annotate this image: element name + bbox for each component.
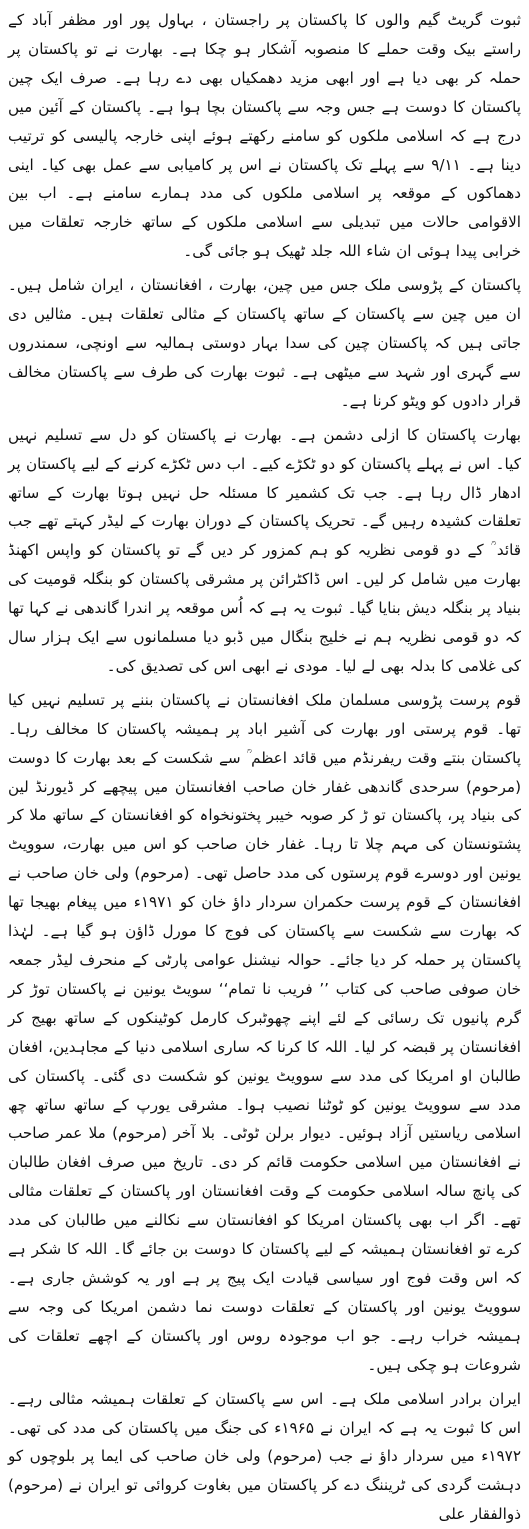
- article-paragraph-4: قوم پرست پڑوسی مسلمان ملک افغانستان نے پاکستان بننے پر تسلیم نہیں کیا تھا۔ قوم پرستی اور بھارت کی آشیر اباد پر ہمیشہ پاکستان کا مخالف رہا۔ پاکستان بنتے وقت ریفرنڈم میں قائد اعظم ؒ سے شکست کے بعد بھارت کا دوست (مرحوم) سرحدی گاندھی غفار خان صاحب افغانستان میں پیچھے کر ڈیورنڈ لین کی بنیاد پر، پاکستان تو ڑ کر صوبہ خیبر پختونخواہ کو افغانستان کے ساتھ ملا کر پشتونستان کی مہم چلا تا رہا۔ غفار خان صاحب کو اس میں بھارت، سوویٹ یونین اور دوسرے قوم پرستوں کی مدد حاصل تھی۔ (مرحوم) ولی خان صاحب نے افغانستان کے قوم پرست حکمران سردار داؤ خان کو ۱۹۷۱ء میں پیغام بھیجا تھا کہ بھارت سے شکست سے پاکستان کی فوج کا مورل ڈاؤن ہو گیا ہے۔ لہٰذا پاکستان پر حملہ کر دیا جائے۔ حوالہ نیشنل عوامی پارٹی کے منحرف لیڈر جمعہ خان صوفی صاحب کی کتاب ’’ فریب نا تمام‘‘ سویٹ یونین نے پاکستان توڑ کر گرم پانیوں تک رسائی کے لئے اپنے چھوٹبرک کارمل کوٹینکوں کے ساتھ بھیج کر افغانستان پر قبضہ کر لیا۔ اللہ کا کرنا کہ ساری اسلامی دنیا کے مجاہدین، افغان طالبان او امریکا کی مدد سے سوویٹ یونین کو شکست دی گئی۔ پاکستان کی مدد سے سوویٹ یونین کو ٹوٹنا نصیب ہوا۔ مشرقی یورپ کے ساتھ ساتھ چھ اسلامی ریاستیں آزاد ہوئیں۔ دیوار برلن ٹوٹی۔ بلا آخر (مرحوم) ملا عمر صاحب نے افغانستان میں اسلامی حکومت قائم کر دی۔ تاریخ میں صرف افغان طالبان کی پانچ سالہ اسلامی حکومت کے وقت افغانستان اور پاکستان کے تعلقات مثالی تھے۔ اگر اب بھی پاکستان امریکا کو افغانستان سے نکالنے میں طالبان کی مدد کرے تو افغانستان ہمیشہ کے لیے پاکستان کا دوست بن جائے گا۔ اللہ کا شکر ہے کہ اس وقت فوج اور سیاسی قیادت ایک پیج پر ہے اور یہ کوشش جاری ہے۔ سوویٹ یونین اور پاکستان کے تعلقات دوست نما دشمن امریکا کی وجہ سے ہمیشہ خراب رہے۔ جو اب موجودہ روس اور پاکستان کے اچھے تعلقات کی شروعات ہو چکی ہیں۔: [8, 690, 521, 1374]
- article-paragraph-3: بھارت پاکستان کا ازلی دشمن ہے۔ بھارت نے پاکستان کو دل سے تسلیم نہیں کیا۔ اس نے پہلے پاکستان کو دو ٹکڑے کیے۔ اب دس ٹکڑے کرنے کے لیے پاکستان پر ادھار ڈال رہا ہے۔ جب تک کشمیر کا مسئلہ حل نہیں ہوتا بھارت کے ساتھ تعلقات کشیدہ رہیں گے۔ تحریک پاکستان کے دوران بھارت کے لیڈر کہتے تھے جب قائد ؒ کے دو قومی نظریہ کو ہم کمزور کر دیں گے تو پاکستان کو واپس اکھنڈ بھارت میں شامل کر لیں۔ اس ڈاکٹرائن پر مشرقی پاکستان کو بنگلہ قومیت کی بنیاد پر بنگلہ دیش بنایا گیا۔ ثبوت یہ ہے کہ اُس موقعہ پر اندرا گاندھی نے کہا تھا کہ دو قومی نظریہ ہم نے خلیج بنگال میں ڈبو دیا مسلمانوں سے ایک ہزار سال کی غلامی کا بدلہ بھی لے لیا۔ مودی نے ابھی اس کی تصدیق کی۔: [8, 425, 521, 675]
- article-paragraph-5: ایران برادر اسلامی ملک ہے۔ اس سے پاکستان کے تعلقات ہمیشہ مثالی رہے۔ اس کا ثبوت یہ ہے کہ ایران نے ۱۹۶۵ء کی جنگ میں پاکستان کی مدد کی تھی۔ ۱۹۷۲ء میں سردار داؤ نے جب (مرحوم) ولی خان صاحب کی ایما پر بلوچوں کو دہشت گردی کی ٹریننگ دے کر پاکستان میں بغاوت کروائی تو ایران نے (مرحوم) ذوالفقار علی: [8, 1389, 521, 1524]
- article-paragraph-2: پاکستان کے پڑوسی ملک جس میں چین، بھارت ، افغانستان ، ایران شامل ہیں۔ ان میں چین سے پاکستان کے ساتھ پاکستان کے مثالی تعلقات ہیں۔ مثالیں دی جاتی ہیں کہ پاکستان چین کی سدا بہار دوستی ہمالیہ سے اونچی، سمندروں سے گہری اور شہد سے میٹھی ہے۔ ثبوت بھارت کی طرف سے پاکستان مخالف قرار دادوں کو ویٹو کرنا ہے۔: [8, 276, 521, 410]
- article-paragraph-1: ثبوت گریٹ گیم والوں کا پاکستان پر راجستان ، بہاول پور اور مظفر آباد کے راستے بیک وقت حملے کا منصوبہ آشکار ہو چکا ہے۔ بھارت نے تو پاکستان پر حملہ کر بھی دیا ہے اور ابھی مزید دھمکیاں بھی دے رہا ہے۔ صرف ایک چین پاکستان کا دوست ہے جس وجہ سے پاکستان بچا ہوا ہے۔ پاکستان کے آئین میں درج ہے کہ اسلامی ملکوں کو سامنے رکھتے ہوئے اپنی خارجہ پالیسی کو ترتیب دینا ہے۔ ۹/۱۱ سے پہلے تک پاکستان نے اس پر کامیابی سے عمل بھی کیا۔ اینی دھماکوں کے موقعہ پر اسلامی ملکوں کی مدد ہمارے سامنے ہے۔ اب بین الاقوامی حالات میں تبدیلی سے اسلامی ملکوں کے ساتھ خارجہ تعلقات میں خرابی پیدا ہوئی ان شاء اللہ جلد ٹھیک ہو جائی گی۔: [8, 11, 521, 261]
